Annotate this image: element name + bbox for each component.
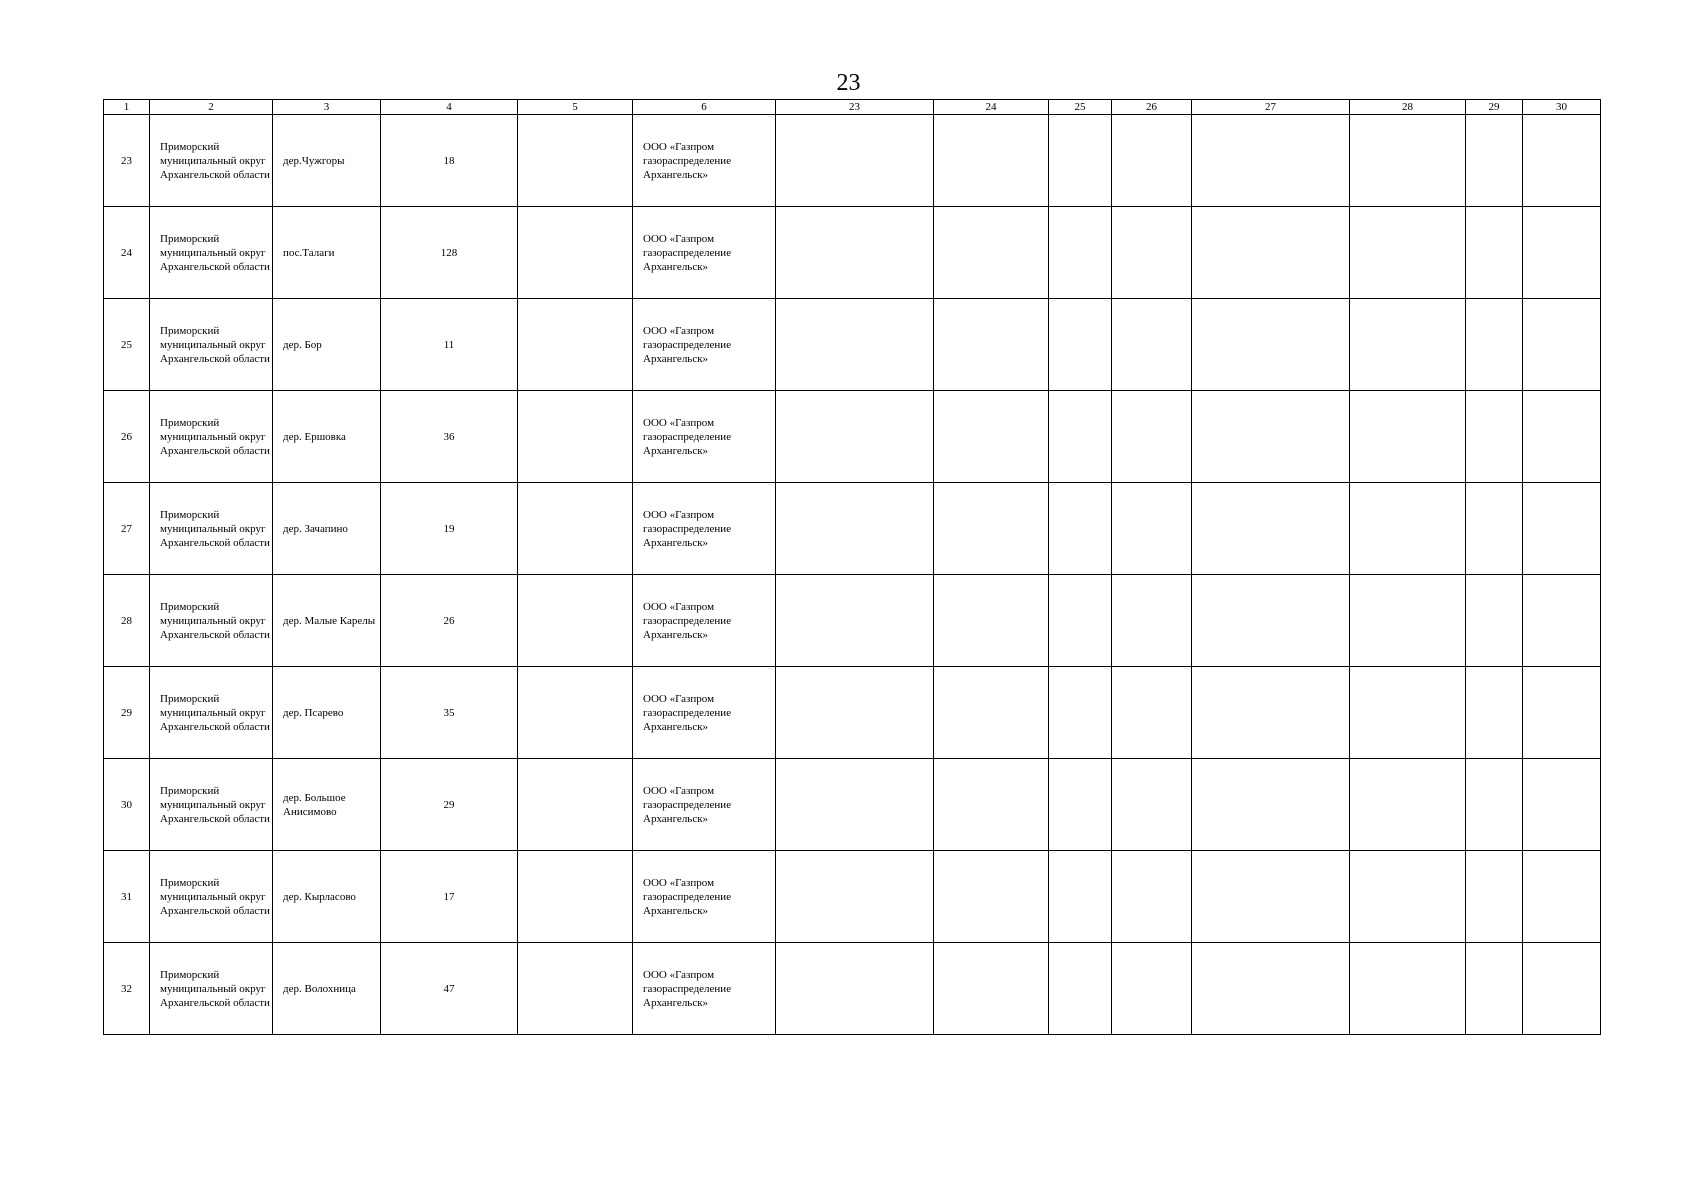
empty-cell [776, 299, 934, 391]
district-cell: Приморский муниципальный округ Архангельской области [150, 759, 273, 851]
table-row [104, 575, 1601, 667]
count-cell: 29 [381, 759, 518, 851]
empty-cell [1112, 207, 1192, 299]
empty-cell [1350, 851, 1466, 943]
column-5-cell [518, 299, 633, 391]
empty-cell [1466, 667, 1523, 759]
empty-cell [776, 115, 934, 207]
column-5-cell [518, 115, 633, 207]
empty-cell [934, 851, 1049, 943]
empty-cell [1112, 483, 1192, 575]
empty-cell [934, 207, 1049, 299]
empty-cell [1523, 667, 1601, 759]
empty-cell [1192, 851, 1350, 943]
empty-cell [1523, 299, 1601, 391]
empty-cell [776, 391, 934, 483]
district-cell: Приморский муниципальный округ Архангельской области [150, 391, 273, 483]
organization-cell: ООО «Газпром газораспределение Архангельск» [633, 391, 776, 483]
empty-cell [1112, 851, 1192, 943]
table-row [104, 115, 1601, 207]
empty-cell [1049, 391, 1112, 483]
empty-cell [1112, 575, 1192, 667]
empty-cell [1523, 207, 1601, 299]
count-cell: 17 [381, 851, 518, 943]
table-row [104, 207, 1601, 299]
empty-cell [934, 115, 1049, 207]
empty-cell [776, 667, 934, 759]
empty-cell [934, 943, 1049, 1035]
empty-cell [1350, 483, 1466, 575]
empty-cell [1049, 115, 1112, 207]
empty-cell [776, 759, 934, 851]
table-row [104, 943, 1601, 1035]
row-number-cell: 31 [104, 851, 150, 943]
table-row [104, 391, 1601, 483]
column-header: 5 [518, 100, 633, 115]
empty-cell [1466, 943, 1523, 1035]
empty-cell [1466, 759, 1523, 851]
empty-cell [1350, 759, 1466, 851]
table-row [104, 759, 1601, 851]
empty-cell [934, 667, 1049, 759]
column-header: 30 [1523, 100, 1601, 115]
settlement-cell: дер. Кырласово [273, 851, 381, 943]
column-5-cell [518, 759, 633, 851]
empty-cell [934, 299, 1049, 391]
empty-cell [1350, 667, 1466, 759]
row-number-cell: 24 [104, 207, 150, 299]
empty-cell [1523, 115, 1601, 207]
district-cell: Приморский муниципальный округ Архангельской области [150, 943, 273, 1035]
count-cell: 19 [381, 483, 518, 575]
empty-cell [934, 391, 1049, 483]
empty-cell [934, 575, 1049, 667]
row-number-cell: 29 [104, 667, 150, 759]
row-number-cell: 30 [104, 759, 150, 851]
column-5-cell [518, 943, 633, 1035]
empty-cell [1350, 943, 1466, 1035]
empty-cell [1466, 391, 1523, 483]
district-cell: Приморский муниципальный округ Архангельской области [150, 483, 273, 575]
organization-cell: ООО «Газпром газораспределение Архангельск» [633, 851, 776, 943]
empty-cell [934, 759, 1049, 851]
table-row [104, 667, 1601, 759]
settlement-cell: пос.Талаги [273, 207, 381, 299]
empty-cell [776, 851, 934, 943]
empty-cell [934, 483, 1049, 575]
empty-cell [776, 483, 934, 575]
settlement-cell: дер. Бор [273, 299, 381, 391]
organization-cell: ООО «Газпром газораспределение Архангельск» [633, 483, 776, 575]
column-header: 1 [104, 100, 150, 115]
column-header: 27 [1192, 100, 1350, 115]
empty-cell [1112, 943, 1192, 1035]
settlement-cell: дер.Чужгоры [273, 115, 381, 207]
empty-cell [1466, 115, 1523, 207]
table-row [104, 483, 1601, 575]
empty-cell [1192, 759, 1350, 851]
organization-cell: ООО «Газпром газораспределение Архангельск» [633, 759, 776, 851]
count-cell: 128 [381, 207, 518, 299]
settlement-cell: дер. Зачапино [273, 483, 381, 575]
table-row [104, 299, 1601, 391]
empty-cell [1192, 943, 1350, 1035]
empty-cell [1049, 851, 1112, 943]
column-number-header-row [104, 100, 1601, 115]
district-cell: Приморский муниципальный округ Архангельской области [150, 851, 273, 943]
district-cell: Приморский муниципальный округ Архангельской области [150, 299, 273, 391]
empty-cell [1192, 207, 1350, 299]
column-header: 25 [1049, 100, 1112, 115]
empty-cell [1192, 575, 1350, 667]
row-number-cell: 23 [104, 115, 150, 207]
data-table [103, 99, 1601, 1035]
empty-cell [1350, 575, 1466, 667]
empty-cell [1049, 483, 1112, 575]
empty-cell [1112, 391, 1192, 483]
organization-cell: ООО «Газпром газораспределение Архангельск» [633, 943, 776, 1035]
count-cell: 26 [381, 575, 518, 667]
count-cell: 36 [381, 391, 518, 483]
column-header: 2 [150, 100, 273, 115]
organization-cell: ООО «Газпром газораспределение Архангельск» [633, 115, 776, 207]
empty-cell [1350, 207, 1466, 299]
settlement-cell: дер. Волохница [273, 943, 381, 1035]
settlement-cell: дер. Малые Карелы [273, 575, 381, 667]
organization-cell: ООО «Газпром газораспределение Архангельск» [633, 667, 776, 759]
district-cell: Приморский муниципальный округ Архангельской области [150, 575, 273, 667]
row-number-cell: 28 [104, 575, 150, 667]
empty-cell [1049, 207, 1112, 299]
row-number-cell: 27 [104, 483, 150, 575]
empty-cell [1523, 943, 1601, 1035]
row-number-cell: 32 [104, 943, 150, 1035]
district-cell: Приморский муниципальный округ Архангельской области [150, 207, 273, 299]
empty-cell [1192, 483, 1350, 575]
empty-cell [1523, 575, 1601, 667]
column-header: 29 [1466, 100, 1523, 115]
empty-cell [1466, 483, 1523, 575]
count-cell: 11 [381, 299, 518, 391]
column-5-cell [518, 667, 633, 759]
column-header: 23 [776, 100, 934, 115]
empty-cell [1192, 667, 1350, 759]
row-number-cell: 25 [104, 299, 150, 391]
column-5-cell [518, 391, 633, 483]
empty-cell [1192, 115, 1350, 207]
empty-cell [776, 943, 934, 1035]
empty-cell [776, 207, 934, 299]
empty-cell [1049, 575, 1112, 667]
page-number: 23 [836, 70, 861, 96]
column-header: 3 [273, 100, 381, 115]
empty-cell [1466, 299, 1523, 391]
count-cell: 35 [381, 667, 518, 759]
count-cell: 47 [381, 943, 518, 1035]
empty-cell [1523, 483, 1601, 575]
table-row [104, 851, 1601, 943]
empty-cell [1350, 299, 1466, 391]
column-5-cell [518, 207, 633, 299]
empty-cell [1466, 851, 1523, 943]
empty-cell [1523, 759, 1601, 851]
organization-cell: ООО «Газпром газораспределение Архангельск» [633, 207, 776, 299]
empty-cell [1523, 391, 1601, 483]
empty-cell [1192, 299, 1350, 391]
empty-cell [1466, 575, 1523, 667]
empty-cell [1112, 667, 1192, 759]
empty-cell [1192, 391, 1350, 483]
empty-cell [1049, 299, 1112, 391]
empty-cell [1523, 851, 1601, 943]
empty-cell [776, 575, 934, 667]
empty-cell [1466, 207, 1523, 299]
settlement-cell: дер. Псарево [273, 667, 381, 759]
column-header: 26 [1112, 100, 1192, 115]
settlement-cell: дер. Большое Анисимово [273, 759, 381, 851]
column-5-cell [518, 851, 633, 943]
empty-cell [1112, 115, 1192, 207]
empty-cell [1112, 759, 1192, 851]
column-header: 4 [381, 100, 518, 115]
organization-cell: ООО «Газпром газораспределение Архангельск» [633, 575, 776, 667]
district-cell: Приморский муниципальный округ Архангельской области [150, 115, 273, 207]
count-cell: 18 [381, 115, 518, 207]
settlement-cell: дер. Ершовка [273, 391, 381, 483]
empty-cell [1350, 391, 1466, 483]
row-number-cell: 26 [104, 391, 150, 483]
column-header: 6 [633, 100, 776, 115]
empty-cell [1049, 943, 1112, 1035]
column-header: 24 [934, 100, 1049, 115]
column-5-cell [518, 483, 633, 575]
empty-cell [1049, 667, 1112, 759]
district-cell: Приморский муниципальный округ Архангельской области [150, 667, 273, 759]
empty-cell [1112, 299, 1192, 391]
empty-cell [1350, 115, 1466, 207]
column-header: 28 [1350, 100, 1466, 115]
column-5-cell [518, 575, 633, 667]
organization-cell: ООО «Газпром газораспределение Архангельск» [633, 299, 776, 391]
empty-cell [1049, 759, 1112, 851]
